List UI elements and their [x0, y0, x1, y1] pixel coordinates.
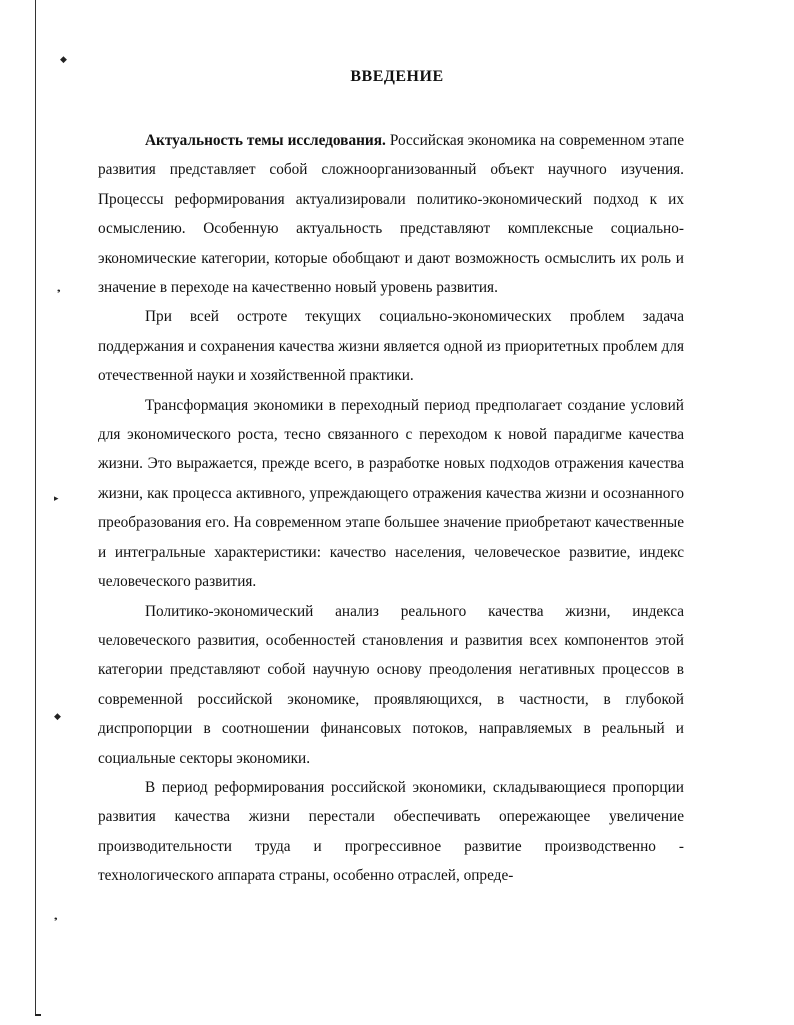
paragraph: При всей остроте текущих социально-экономических проблем задача поддержания и сохранения качества жизни является одной из приоритетных проблем для отечественной науки и хозяйственной практики. — [98, 308, 684, 385]
document-body — [98, 126, 684, 891]
scan-margin-line — [35, 0, 36, 1015]
scan-speck-icon: ❟ — [57, 283, 61, 293]
paragraph-lead: Актуальность темы исследования. — [145, 132, 386, 149]
scan-speck-icon: ◆ — [60, 54, 67, 64]
paragraph: Политико-экономический анализ реального качества жизни, индекса человеческого развития, особенностей становления и развития всех компонентов этой категории представляют собой научную основу преодоления негативных процессов в современной российской экономике, проявляющихся, в частности, в глубокой диспропорции в соотношении финансовых потоков, направляемых в реальный и социальные секторы экономики. — [98, 602, 684, 767]
paragraph: В период реформирования российской экономики, складывающиеся пропорции развития качества жизни перестали обеспечивать опережающее увеличение производительности труда и прогрессивное развитие производственно - технологического аппарата страны, особенно отраслей, опреде- — [98, 778, 684, 885]
paragraph-text: Российская экономика на современном этапе развития представляет собой сложноорганизованный объект научного изучения. Процессы реформирования актуализировали политико-экономический подход к их осмыслению. Особенную актуальность представляют комплексные социально-экономические категории, которые обобщают и дают возможность осмыслить их роль и значение в переходе на качественно новый уровень развития. — [98, 132, 685, 297]
scan-margin-foot — [35, 1014, 41, 1016]
scan-speck-icon: ◆ — [54, 711, 61, 721]
scan-speck-icon: ❟ — [54, 911, 58, 921]
scan-speck-icon: ▸ — [54, 493, 59, 503]
paragraph: Трансформация экономики в переходный период предполагает создание условий для экономического роста, тесно связанного с переходом к новой парадигме качества жизни. Это выражается, прежде всего, в разработке новых подходов отражения качества жизни, как процесса активного, упреждающего отражения качества жизни и осознанного преобразования его. На современном этапе большее значение приобретают качественные и интегральные характеристики: качество населения, человеческое развитие, индекс человеческого развития. — [98, 396, 684, 591]
page-title: ВВЕДЕНИЕ — [350, 68, 444, 85]
paragraph — [98, 126, 684, 302]
